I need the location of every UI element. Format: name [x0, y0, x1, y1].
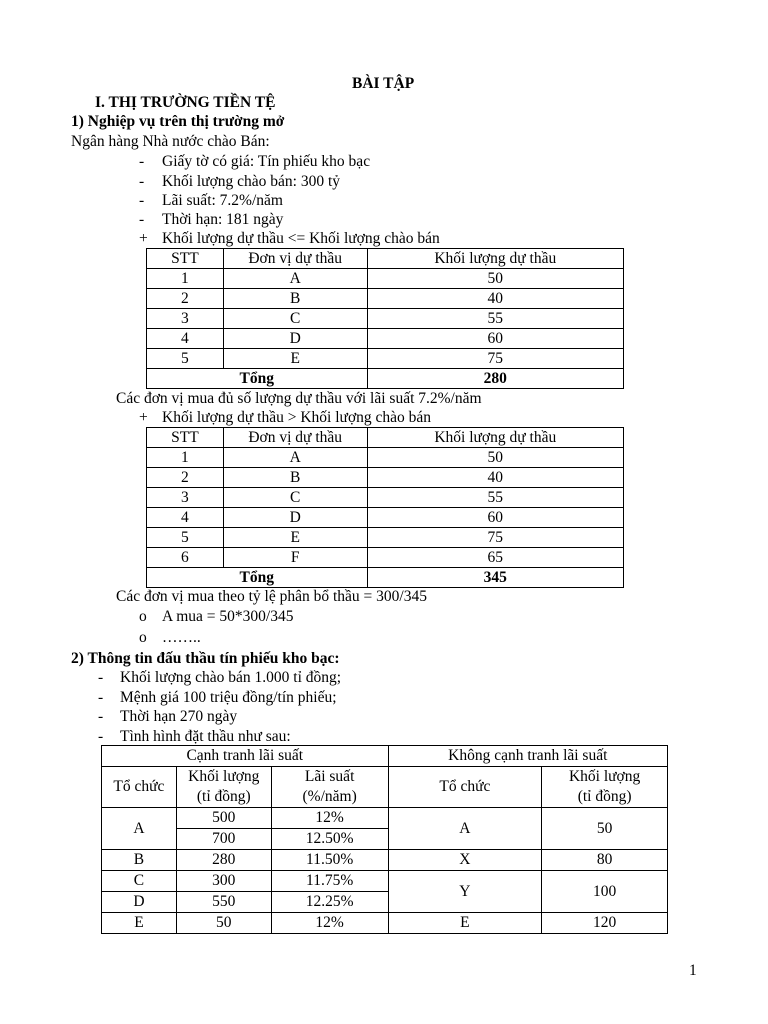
- case2-label: Khối lượng dự thầu > Khối lượng chào bán: [162, 409, 432, 426]
- list-item-text: Mệnh giá 100 triệu đồng/tín phiếu;: [120, 689, 337, 706]
- org-cell: B: [102, 850, 177, 871]
- cell: 4: [147, 508, 224, 528]
- cell: 75: [367, 349, 623, 369]
- dash-bullet: -: [98, 708, 104, 725]
- list-item: [139, 191, 144, 211]
- cell: E: [223, 528, 367, 548]
- cell: 6: [147, 548, 224, 568]
- dash-bullet: -: [139, 211, 145, 228]
- dash-bullet: -: [98, 728, 104, 745]
- table-row: [147, 448, 624, 468]
- sub-item-text: A mua = 50*300/345: [162, 608, 294, 625]
- cell: D: [223, 329, 367, 349]
- cell: C: [223, 309, 367, 329]
- header-cell: STT: [147, 428, 224, 448]
- list-item-text: Lãi suất: 7.2%/năm: [162, 192, 283, 209]
- cell: 60: [367, 329, 623, 349]
- auction-table: [101, 745, 668, 934]
- list-item-text: Thời hạn: 181 ngày: [162, 211, 284, 228]
- intro-text: Ngân hàng Nhà nước chào Bán:: [71, 133, 270, 150]
- nc-org-cell: Y: [388, 871, 542, 913]
- header-cell: STT: [147, 249, 224, 269]
- list-item-text: Thời hạn 270 ngày: [120, 708, 238, 725]
- list-item-text: Khối lượng chào bán: 300 tỷ: [162, 173, 341, 190]
- cell: 60: [367, 508, 623, 528]
- header-rate-label: Lãi suất: [304, 768, 355, 785]
- cell: 3: [147, 309, 224, 329]
- rate-cell: 12%: [271, 913, 388, 934]
- cell: F: [223, 548, 367, 568]
- total-row: [147, 369, 624, 389]
- nc-volume-cell: 80: [542, 850, 668, 871]
- list-item: [139, 210, 144, 230]
- cell: D: [223, 508, 367, 528]
- table-row: [147, 269, 624, 289]
- volume-cell: 50: [176, 913, 271, 934]
- dash-bullet: -: [98, 669, 104, 686]
- table-row: [147, 508, 624, 528]
- table-header-row: [147, 249, 624, 269]
- sub-item-text: ……..: [162, 629, 201, 646]
- nc-org-cell: X: [388, 850, 542, 871]
- nc-volume-cell: 100: [542, 871, 668, 913]
- table-row: [147, 528, 624, 548]
- header-volume: [542, 767, 668, 808]
- dash-bullet: -: [139, 153, 145, 170]
- list-item-text: Tình hình đặt thầu như sau:: [120, 728, 291, 745]
- volume-cell: 300: [176, 871, 271, 892]
- cell: C: [223, 488, 367, 508]
- table-row: [102, 808, 668, 829]
- competitive-group-header: Cạnh tranh lãi suất: [102, 746, 389, 767]
- subsection-heading-2: 2) Thông tin đấu thầu tín phiếu kho bạc:: [71, 650, 340, 667]
- case2-note: Các đơn vị mua theo tỷ lệ phân bổ thầu = 300/345: [116, 588, 427, 605]
- dash-bullet: -: [139, 192, 145, 209]
- cell: 2: [147, 289, 224, 309]
- org-cell: C: [102, 871, 177, 892]
- header-volume-unit: (tỉ đồng): [577, 788, 632, 805]
- document-title: BÀI TẬP: [352, 75, 415, 92]
- cell: 50: [367, 448, 623, 468]
- cell: 75: [367, 528, 623, 548]
- org-cell: E: [102, 913, 177, 934]
- header-cell: Đơn vị dự thầu: [223, 428, 367, 448]
- table-row: [147, 309, 624, 329]
- bid-table-2: [146, 427, 624, 588]
- header-volume-label: Khối lượng: [188, 768, 260, 785]
- nc-org-cell: E: [388, 913, 542, 934]
- case1-note: Các đơn vị mua đủ số lượng dự thầu với lãi suất 7.2%/năm: [116, 390, 482, 407]
- dash-bullet: -: [139, 173, 145, 190]
- header-cell: Khối lượng dự thầu: [367, 249, 623, 269]
- subsection-heading-1: 1) Nghiệp vụ trên thị trường mở: [71, 113, 285, 130]
- header-org: Tổ chức: [388, 767, 542, 808]
- cell: 4: [147, 329, 224, 349]
- cell: 40: [367, 468, 623, 488]
- case1-label: Khối lượng dự thầu <= Khối lượng chào bán: [162, 230, 440, 247]
- volume-cell: 500: [176, 808, 271, 829]
- table-row: [102, 850, 668, 871]
- cell: A: [223, 448, 367, 468]
- cell: 3: [147, 488, 224, 508]
- list-item-text: Khối lượng chào bán 1.000 tỉ đồng;: [120, 669, 342, 686]
- header-cell: Đơn vị dự thầu: [223, 249, 367, 269]
- column-header-row: [102, 767, 668, 808]
- header-volume-unit: (tỉ đồng): [196, 788, 251, 805]
- header-rate-unit: (%/năm): [302, 788, 357, 805]
- table-row: [147, 548, 624, 568]
- cell: E: [223, 349, 367, 369]
- total-row: [147, 568, 624, 588]
- cell: 65: [367, 548, 623, 568]
- plus-bullet: +: [139, 409, 148, 426]
- cell: 55: [367, 309, 623, 329]
- header-rate: [271, 767, 388, 808]
- plus-bullet: +: [139, 230, 148, 247]
- cell: A: [223, 269, 367, 289]
- header-volume: [176, 767, 271, 808]
- cell: 55: [367, 488, 623, 508]
- dash-bullet: -: [98, 689, 104, 706]
- cell: 5: [147, 349, 224, 369]
- cell: 2: [147, 468, 224, 488]
- total-label: Tổng: [147, 568, 368, 588]
- table-row: [147, 289, 624, 309]
- cell: B: [223, 468, 367, 488]
- list-item: [139, 152, 144, 172]
- table-row: [147, 349, 624, 369]
- cell: B: [223, 289, 367, 309]
- table-row: [102, 871, 668, 892]
- cell: 1: [147, 269, 224, 289]
- total-value: 280: [367, 369, 623, 389]
- volume-cell: 550: [176, 892, 271, 913]
- group-header-row: [102, 746, 668, 767]
- section-heading: I. THỊ TRƯỜNG TIỀN TỆ: [95, 94, 276, 111]
- rate-cell: 11.75%: [271, 871, 388, 892]
- org-cell: A: [102, 808, 177, 850]
- total-label: Tổng: [147, 369, 368, 389]
- page-number: 1: [689, 962, 697, 979]
- nc-volume-cell: 50: [542, 808, 668, 850]
- volume-cell: 700: [176, 829, 271, 850]
- org-cell: D: [102, 892, 177, 913]
- table-header-row: [147, 428, 624, 448]
- total-value: 345: [367, 568, 623, 588]
- cell: 40: [367, 289, 623, 309]
- cell: 1: [147, 448, 224, 468]
- rate-cell: 11.50%: [271, 850, 388, 871]
- nc-org-cell: A: [388, 808, 542, 850]
- rate-cell: 12.25%: [271, 892, 388, 913]
- table-row: [147, 329, 624, 349]
- header-cell: Khối lượng dự thầu: [367, 428, 623, 448]
- table-row: [147, 488, 624, 508]
- circle-bullet: o: [139, 629, 147, 646]
- list-item-text: Giấy tờ có giá: Tín phiếu kho bạc: [162, 153, 371, 170]
- cell: 5: [147, 528, 224, 548]
- cell: 50: [367, 269, 623, 289]
- nc-volume-cell: 120: [542, 913, 668, 934]
- circle-bullet: o: [139, 608, 147, 625]
- table-row: [102, 913, 668, 934]
- list-item: [139, 172, 144, 192]
- table-row: [147, 468, 624, 488]
- noncompetitive-group-header: Không cạnh tranh lãi suất: [388, 746, 667, 767]
- rate-cell: 12%: [271, 808, 388, 829]
- rate-cell: 12.50%: [271, 829, 388, 850]
- bid-table-1: [146, 248, 624, 389]
- header-volume-label: Khối lượng: [568, 768, 641, 785]
- header-org: Tổ chức: [102, 767, 177, 808]
- volume-cell: 280: [176, 850, 271, 871]
